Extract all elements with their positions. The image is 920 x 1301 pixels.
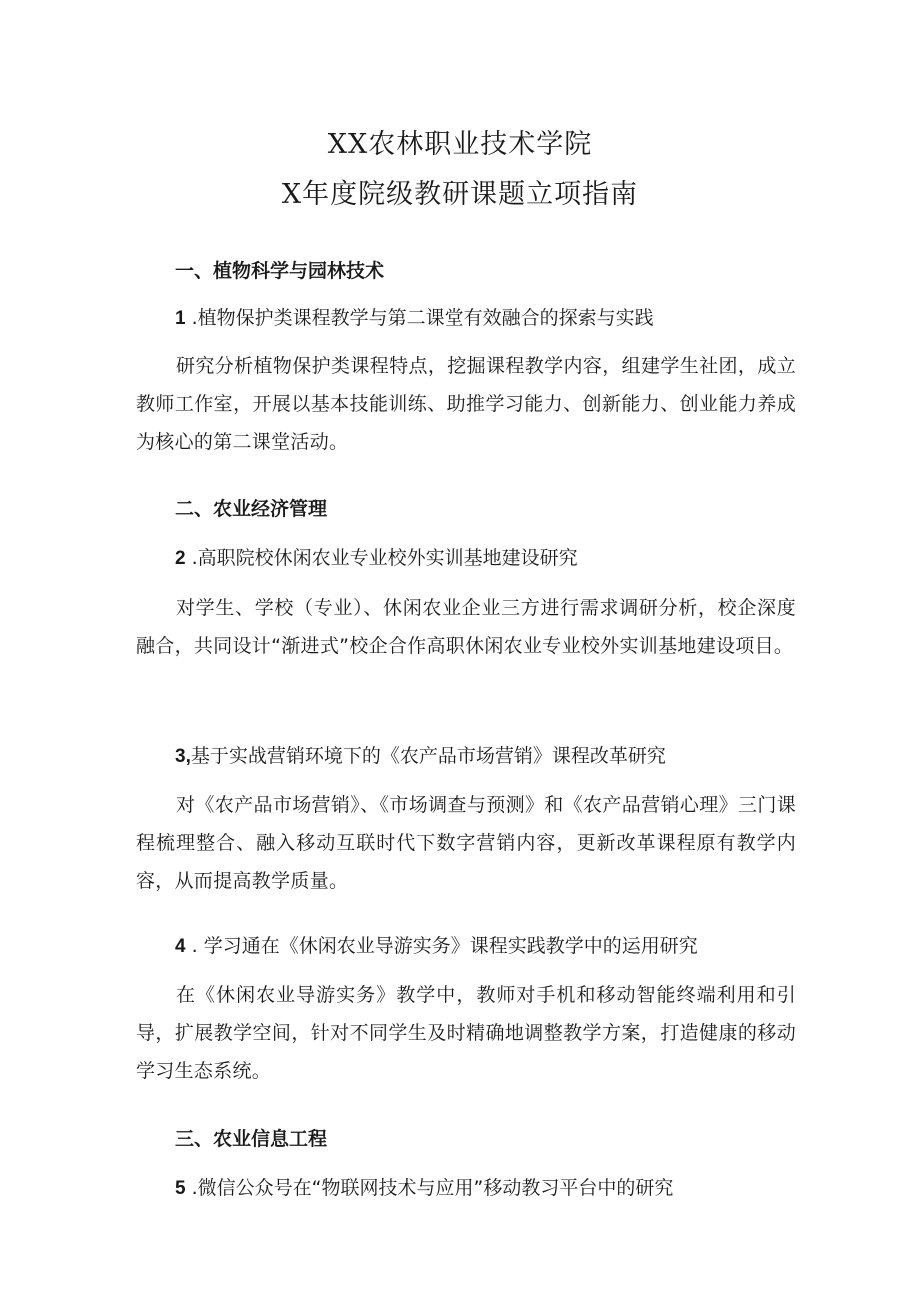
topic-title-text: .微信公众号在“物联网技术与应用”移动教习平台中的研究 bbox=[185, 1177, 674, 1199]
section-heading: 三、农业信息工程 bbox=[175, 1128, 328, 1150]
topic-description: 研究分析植物保护类课程特点，挖掘课程教学内容，组建学生社团，成立教师工作室，开展以基本技能训练、助推学习能力、创新能力、创业能力养成为核心的第二课堂活动。 bbox=[136, 355, 796, 453]
topic-title bbox=[175, 544, 578, 573]
topic-title-text: .植物保护类课程教学与第二课堂有效融合的探索与实践 bbox=[185, 307, 654, 329]
topic-number: 2 bbox=[175, 548, 186, 569]
section-heading: 二、农业经济管理 bbox=[175, 498, 328, 520]
topic-number: 4 bbox=[175, 936, 186, 957]
document-title-line1: XX农林职业技术学院 bbox=[327, 129, 593, 160]
topic-title bbox=[175, 1174, 673, 1203]
document-title-line2: X年度院级教研课题立项指南 bbox=[281, 179, 639, 210]
topic-title bbox=[175, 742, 666, 771]
topic-title-text: . 学习通在《休闲农业导游实务》课程实践教学中的运用研究 bbox=[185, 935, 698, 957]
topic-title bbox=[175, 304, 654, 333]
topic-number: 5 bbox=[175, 1178, 186, 1199]
topic-description: 对《农产品市场营销》、《市场调查与预测》和《农产品营销心理》三门课程梳理整合、融入移动互联时代下数字营销内容，更新改革课程原有教学内容，从而提高教学质量。 bbox=[136, 794, 796, 892]
topic-title bbox=[175, 932, 698, 961]
topic-description: 在《休闲农业导游实务》教学中，教师对手机和移动智能终端利用和引导，扩展教学空间，针对不同学生及时精确地调整教学方案，打造健康的移动学习生态系统。 bbox=[136, 984, 796, 1082]
section-heading: 一、植物科学与园林技术 bbox=[175, 260, 385, 282]
topic-title-text: 基于实战营销环境下的《农产品市场营销》课程改革研究 bbox=[190, 745, 666, 767]
topic-number: 3, bbox=[175, 746, 191, 767]
topic-number: 1 bbox=[175, 308, 186, 329]
topic-description: 对学生、学校（专业）、休闲农业企业三方进行需求调研分析，校企深度融合，共同设计“渐进式”校企合作高职休闲农业专业校外实训基地建设项目。 bbox=[136, 597, 796, 657]
topic-title-text: .高职院校休闲农业专业校外实训基地建设研究 bbox=[185, 547, 578, 569]
